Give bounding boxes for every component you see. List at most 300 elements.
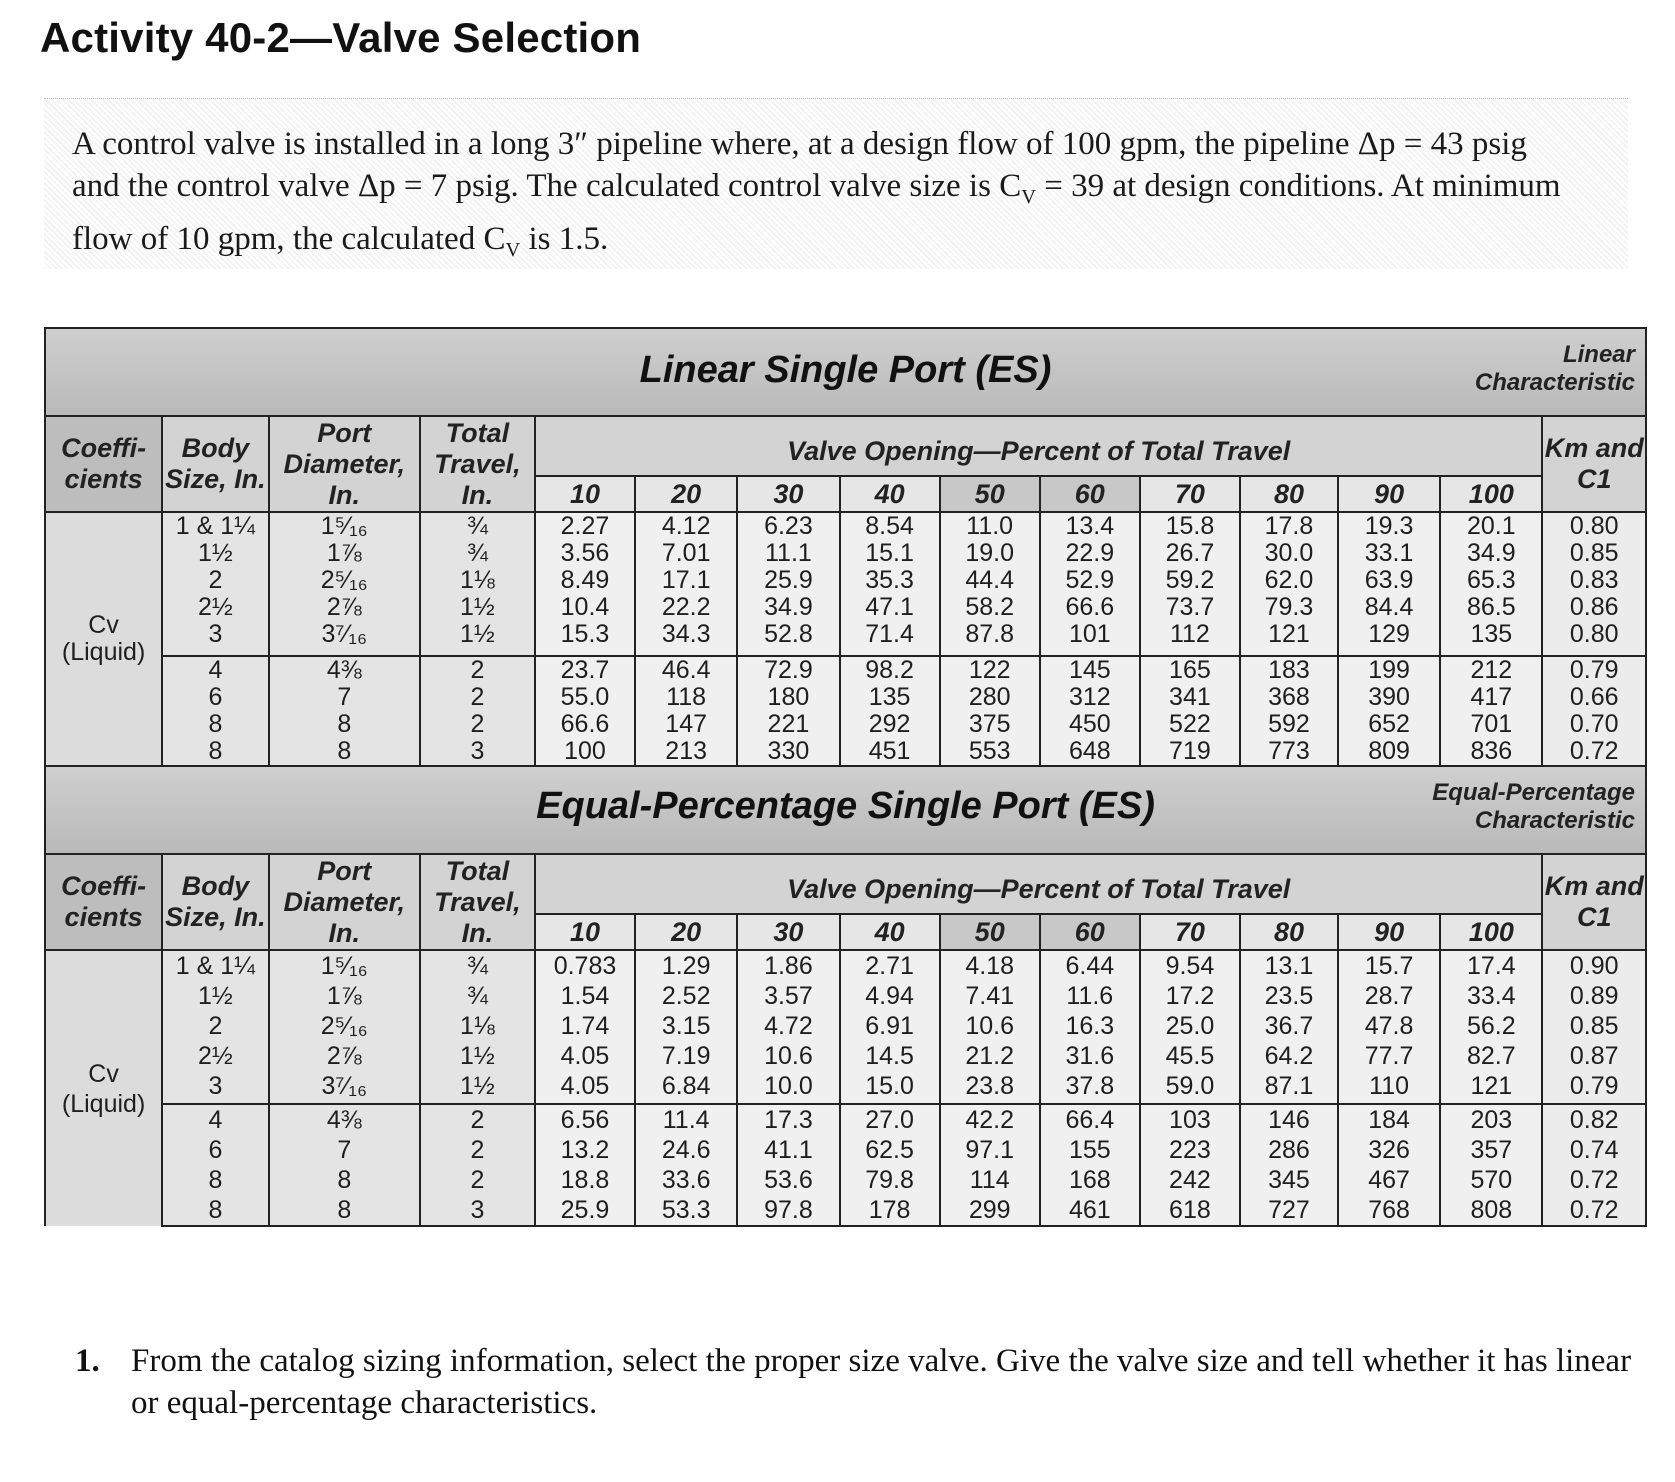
cv-value: 55.0 bbox=[560, 683, 610, 711]
page-title: Activity 40-2—Valve Selection bbox=[40, 14, 642, 61]
cv-value: 46.4 bbox=[661, 656, 711, 684]
cv-value: 147 bbox=[665, 710, 708, 738]
table-value: 1⅛ bbox=[460, 566, 495, 594]
equal-table-title: Equal-Percentage Single Port (ES) bbox=[536, 785, 1155, 827]
cv-value: 178 bbox=[868, 1196, 911, 1224]
percent-70-header: 70 bbox=[1140, 914, 1240, 950]
cv-value: 17.2 bbox=[1165, 982, 1215, 1010]
cv-column-30 bbox=[737, 656, 839, 766]
cv-liquid-label bbox=[45, 512, 162, 766]
table-value: 1½ bbox=[460, 593, 495, 621]
cv-value: 451 bbox=[868, 737, 911, 765]
km-c1-header: Km and C1 bbox=[1542, 854, 1646, 950]
cv-value: 10.0 bbox=[764, 1072, 813, 1100]
cv-value: 467 bbox=[1368, 1166, 1410, 1194]
cv-value: 19.3 bbox=[1364, 512, 1414, 540]
table-value: 1½ bbox=[198, 982, 233, 1010]
percent-30-header: 30 bbox=[737, 914, 839, 950]
cv-value: 25.0 bbox=[1165, 1012, 1215, 1040]
body-size-cell bbox=[162, 512, 269, 656]
cv-value: 7.41 bbox=[965, 982, 1015, 1010]
cv-value: 10.6 bbox=[764, 1042, 813, 1070]
cv-value: 21.2 bbox=[965, 1042, 1015, 1070]
km-value: 0.72 bbox=[1569, 737, 1619, 765]
percent-10-header: 10 bbox=[535, 476, 635, 512]
km-value: 0.83 bbox=[1569, 566, 1619, 594]
cv-column-10 bbox=[535, 512, 635, 656]
cv-value: 56.2 bbox=[1466, 1012, 1516, 1040]
km-column bbox=[1542, 656, 1646, 766]
cv-value: 118 bbox=[666, 683, 707, 711]
cv-value: 11.4 bbox=[662, 1106, 710, 1134]
cv-value: 4.05 bbox=[560, 1072, 610, 1100]
table-value: 8 bbox=[208, 737, 223, 765]
cv-value: 98.2 bbox=[865, 656, 914, 684]
cv-value: 58.2 bbox=[965, 593, 1015, 621]
characteristic-line: Linear bbox=[1562, 341, 1635, 368]
table-value: 2 bbox=[208, 1012, 223, 1040]
cv-column-50 bbox=[940, 512, 1040, 656]
cv-column-80 bbox=[1240, 950, 1338, 1104]
cv-column-60 bbox=[1040, 512, 1140, 656]
cv-value: 34.3 bbox=[661, 620, 711, 648]
table-value: 1⅛ bbox=[460, 1012, 495, 1040]
cv-value: 36.7 bbox=[1264, 1012, 1314, 1040]
cv-column-50 bbox=[940, 1104, 1040, 1226]
cv-value: 312 bbox=[1068, 683, 1111, 711]
table-value: ¾ bbox=[466, 539, 488, 567]
cv-value: 1.29 bbox=[661, 952, 711, 980]
table-value: 2 bbox=[470, 710, 485, 738]
cv-value: 129 bbox=[1368, 620, 1410, 648]
cv-value: 592 bbox=[1268, 710, 1310, 738]
cv-value: 72.9 bbox=[764, 656, 813, 684]
table-value: 1½ bbox=[460, 1042, 495, 1070]
cv-value: 42.2 bbox=[965, 1106, 1015, 1134]
cv-value: 242 bbox=[1169, 1166, 1211, 1194]
cv-value: 82.7 bbox=[1466, 1042, 1516, 1070]
cv-column-100 bbox=[1440, 656, 1542, 766]
percent-80-header: 80 bbox=[1240, 914, 1338, 950]
table-value: ¾ bbox=[466, 512, 488, 540]
cv-column-40 bbox=[840, 512, 940, 656]
percent-70-header: 70 bbox=[1140, 476, 1240, 512]
cv-value: 44.4 bbox=[965, 566, 1015, 594]
cv-value: 101 bbox=[1068, 620, 1111, 648]
cv-value: 7.01 bbox=[661, 539, 711, 567]
cv-value: 37.8 bbox=[1065, 1072, 1115, 1100]
km-value: 0.89 bbox=[1569, 982, 1619, 1010]
cv-value: 155 bbox=[1068, 1136, 1111, 1164]
cv-value: 62.0 bbox=[1264, 566, 1314, 594]
cv-value: 286 bbox=[1268, 1136, 1310, 1164]
cv-value: 6.56 bbox=[560, 1106, 610, 1134]
cv-value: 390 bbox=[1368, 683, 1410, 711]
problem-line-2-subscript: V bbox=[1021, 186, 1036, 209]
body-size-cell bbox=[162, 656, 269, 766]
table-value: 2⅞ bbox=[326, 593, 362, 621]
cv-value: 4.12 bbox=[661, 512, 711, 540]
percent-10-header: 10 bbox=[535, 914, 635, 950]
cv-value: 47.8 bbox=[1364, 1012, 1414, 1040]
cv-value: 10.4 bbox=[560, 593, 610, 621]
table-value: 8 bbox=[337, 1196, 352, 1224]
cv-value: 3.56 bbox=[560, 539, 610, 567]
cv-column-60 bbox=[1040, 1104, 1140, 1226]
cv-value: 326 bbox=[1368, 1136, 1410, 1164]
question-number: 1. bbox=[75, 1343, 100, 1379]
cv-value: 13.4 bbox=[1065, 512, 1115, 540]
cv-column-30 bbox=[737, 950, 839, 1104]
equal-title-row bbox=[45, 766, 1646, 854]
cv-column-30 bbox=[737, 512, 839, 656]
table-value: 2 bbox=[470, 1166, 485, 1194]
cv-value: 3.57 bbox=[764, 982, 813, 1010]
cv-value: 375 bbox=[968, 710, 1011, 738]
total-travel-cell bbox=[420, 950, 535, 1104]
cv-value: 6.23 bbox=[764, 512, 813, 540]
table-value: 7 bbox=[337, 1136, 352, 1164]
cv-value: 45.5 bbox=[1165, 1042, 1215, 1070]
table-value: 2⅞ bbox=[326, 1042, 362, 1070]
cv-value: 112 bbox=[1169, 620, 1210, 648]
table-value: 2 bbox=[470, 1136, 485, 1164]
cv-value: 13.2 bbox=[560, 1136, 610, 1164]
cv-value: 146 bbox=[1268, 1106, 1310, 1134]
percent-20-header: 20 bbox=[635, 914, 737, 950]
table-value: 1½ bbox=[460, 1072, 495, 1100]
cv-value: 1.54 bbox=[560, 982, 610, 1010]
cv-value: 15.0 bbox=[865, 1072, 914, 1100]
cv-value: 168 bbox=[1068, 1166, 1111, 1194]
cv-value: 66.4 bbox=[1065, 1106, 1115, 1134]
linear-table-title: Linear Single Port (ES) bbox=[639, 349, 1052, 391]
problem-statement-box bbox=[44, 98, 1628, 269]
cv-value: 11.6 bbox=[1066, 982, 1114, 1010]
cv-value: 183 bbox=[1268, 656, 1310, 684]
table-value: 2½ bbox=[198, 1042, 233, 1070]
cv-value: 184 bbox=[1368, 1106, 1410, 1134]
cv-column-70 bbox=[1140, 1104, 1240, 1226]
table-value: 3⁷⁄₁₆ bbox=[321, 1072, 368, 1100]
cv-value: 648 bbox=[1068, 737, 1111, 765]
km-value: 0.79 bbox=[1569, 656, 1619, 684]
total-travel-header: Total Travel, In. bbox=[420, 416, 535, 512]
km-value: 0.85 bbox=[1569, 539, 1619, 567]
cv-value: 180 bbox=[767, 683, 810, 711]
cv-column-90 bbox=[1338, 950, 1440, 1104]
cv-value: 223 bbox=[1169, 1136, 1211, 1164]
km-value: 0.82 bbox=[1569, 1106, 1619, 1134]
cv-value: 299 bbox=[968, 1196, 1011, 1224]
cv-value: 47.1 bbox=[865, 593, 914, 621]
cv-column-100 bbox=[1440, 950, 1542, 1104]
cv-value: 114 bbox=[969, 1166, 1010, 1194]
km-value: 0.80 bbox=[1569, 620, 1619, 648]
cv-column-40 bbox=[840, 656, 940, 766]
cv-value: 145 bbox=[1068, 656, 1111, 684]
cv-value: 15.1 bbox=[865, 539, 914, 567]
cv-value: 11.1 bbox=[765, 539, 812, 567]
linear-header-row bbox=[45, 416, 1646, 476]
port-diameter-header: Port Diameter, In. bbox=[269, 854, 420, 950]
problem-statement bbox=[72, 123, 1618, 271]
cv-column-100 bbox=[1440, 512, 1542, 656]
percent-30-header: 30 bbox=[737, 476, 839, 512]
cv-label: Cv bbox=[88, 1059, 119, 1088]
cv-value: 77.7 bbox=[1364, 1042, 1414, 1070]
km-value: 0.70 bbox=[1569, 710, 1619, 738]
cv-value: 11.0 bbox=[966, 512, 1014, 540]
port-diameter-cell bbox=[269, 1104, 420, 1226]
percent-80-header: 80 bbox=[1240, 476, 1338, 512]
port-diameter-cell bbox=[269, 950, 420, 1104]
cv-value: 59.2 bbox=[1165, 566, 1215, 594]
km-column bbox=[1542, 950, 1646, 1104]
cv-value: 221 bbox=[767, 710, 810, 738]
cv-value: 18.8 bbox=[560, 1166, 610, 1194]
cv-value: 417 bbox=[1470, 683, 1513, 711]
cv-value: 2.52 bbox=[661, 982, 711, 1010]
cv-value: 27.0 bbox=[865, 1106, 914, 1134]
cv-value: 135 bbox=[868, 683, 911, 711]
cv-value: 66.6 bbox=[560, 710, 610, 738]
cv-value: 23.7 bbox=[560, 656, 610, 684]
liquid-label: (Liquid) bbox=[61, 638, 146, 666]
cv-value: 212 bbox=[1470, 656, 1513, 684]
km-c1-header: Km and C1 bbox=[1542, 416, 1646, 512]
table-value: 2 bbox=[208, 566, 223, 594]
cv-value: 31.6 bbox=[1065, 1042, 1115, 1070]
question-text: From the catalog sizing information, select the proper size valve. Give the valve size and tell whether it has linear or equal-percentage characteristics. bbox=[131, 1343, 1632, 1421]
cv-value: 35.3 bbox=[865, 566, 914, 594]
liquid-label: (Liquid) bbox=[61, 1089, 146, 1118]
problem-line-2a: and the control valve Δp = 7 psig. The calculated control valve size is C bbox=[72, 168, 1022, 204]
cv-value: 20.1 bbox=[1466, 512, 1516, 540]
cv-value: 701 bbox=[1470, 710, 1513, 738]
table-value: 1½ bbox=[198, 539, 233, 567]
table-value: 8 bbox=[337, 710, 352, 738]
table-value: ¾ bbox=[466, 952, 488, 980]
cv-value: 2.27 bbox=[560, 512, 610, 540]
cv-value: 15.3 bbox=[560, 620, 610, 648]
cv-value: 1.74 bbox=[560, 1012, 610, 1040]
percent-40-header: 40 bbox=[840, 914, 940, 950]
cv-value: 33.1 bbox=[1364, 539, 1414, 567]
km-value: 0.72 bbox=[1569, 1196, 1619, 1224]
cv-value: 53.6 bbox=[764, 1166, 813, 1194]
cv-value: 8.49 bbox=[560, 566, 610, 594]
cv-value: 809 bbox=[1368, 737, 1410, 765]
coefficients-header: Coeffi-cients bbox=[45, 416, 162, 512]
port-diameter-cell bbox=[269, 512, 420, 656]
table-value: 8 bbox=[208, 710, 223, 738]
cv-value: 121 bbox=[1470, 1072, 1513, 1100]
km-column bbox=[1542, 1104, 1646, 1226]
cv-value: 4.18 bbox=[965, 952, 1015, 980]
cv-value: 33.4 bbox=[1466, 982, 1516, 1010]
table-value: 3⁷⁄₁₆ bbox=[321, 620, 368, 648]
cv-value: 53.3 bbox=[661, 1196, 711, 1224]
cv-value: 19.0 bbox=[965, 539, 1015, 567]
table-value: 3 bbox=[208, 620, 223, 648]
cv-value: 7.19 bbox=[661, 1042, 711, 1070]
equal-characteristic-label bbox=[1432, 779, 1635, 835]
cv-value: 34.9 bbox=[764, 593, 813, 621]
cv-column-20 bbox=[635, 656, 737, 766]
cv-value: 203 bbox=[1470, 1106, 1513, 1134]
cv-column-50 bbox=[940, 950, 1040, 1104]
cv-value: 100 bbox=[564, 737, 606, 765]
table-value: 1 & 1¼ bbox=[175, 512, 256, 540]
valve-opening-header: Valve Opening—Percent of Total Travel bbox=[535, 416, 1543, 476]
cv-column-20 bbox=[635, 1104, 737, 1226]
cv-value: 165 bbox=[1169, 656, 1211, 684]
cv-value: 59.0 bbox=[1165, 1072, 1215, 1100]
cv-value: 41.1 bbox=[764, 1136, 813, 1164]
cv-value: 17.3 bbox=[764, 1106, 813, 1134]
cv-value: 570 bbox=[1470, 1166, 1513, 1194]
linear-group1-row bbox=[45, 512, 1646, 656]
cv-value: 97.1 bbox=[965, 1136, 1015, 1164]
cv-column-70 bbox=[1140, 656, 1240, 766]
cv-value: 122 bbox=[968, 656, 1011, 684]
cv-value: 8.54 bbox=[865, 512, 914, 540]
cv-value: 808 bbox=[1470, 1196, 1513, 1224]
cv-value: 22.2 bbox=[661, 593, 711, 621]
cv-value: 652 bbox=[1368, 710, 1410, 738]
percent-60-header: 60 bbox=[1040, 914, 1140, 950]
table-value: 2½ bbox=[198, 593, 233, 621]
cv-value: 0.783 bbox=[553, 952, 617, 980]
cv-value: 79.3 bbox=[1264, 593, 1314, 621]
cv-column-90 bbox=[1338, 656, 1440, 766]
cv-value: 71.4 bbox=[865, 620, 914, 648]
table-value: 8 bbox=[337, 737, 352, 765]
table-value: 3 bbox=[470, 737, 485, 765]
cv-liquid-label bbox=[45, 950, 162, 1226]
cv-value: 52.8 bbox=[764, 620, 813, 648]
km-value: 0.86 bbox=[1569, 593, 1619, 621]
cv-column-80 bbox=[1240, 512, 1338, 656]
cv-value: 345 bbox=[1268, 1166, 1310, 1194]
percent-100-header: 100 bbox=[1440, 476, 1542, 512]
percent-40-header: 40 bbox=[840, 476, 940, 512]
cv-value: 84.4 bbox=[1364, 593, 1414, 621]
table-value: 4 bbox=[208, 1106, 223, 1134]
km-value: 0.74 bbox=[1569, 1136, 1619, 1164]
km-value: 0.85 bbox=[1569, 1012, 1619, 1040]
cv-column-100 bbox=[1440, 1104, 1542, 1226]
table-value: 4⅜ bbox=[326, 656, 362, 684]
table-value: 1⅞ bbox=[326, 539, 362, 567]
port-diameter-header: Port Diameter, In. bbox=[269, 416, 420, 512]
km-value: 0.87 bbox=[1569, 1042, 1619, 1070]
cv-value: 6.84 bbox=[661, 1072, 711, 1100]
problem-line-3a: flow of 10 gpm, the calculated C bbox=[72, 221, 506, 258]
table-value: 4⅜ bbox=[326, 1106, 362, 1134]
cv-column-30 bbox=[737, 1104, 839, 1226]
cv-value: 25.9 bbox=[560, 1196, 610, 1224]
percent-20-header: 20 bbox=[635, 476, 737, 512]
cv-value: 14.5 bbox=[865, 1042, 914, 1070]
cv-value: 24.6 bbox=[661, 1136, 711, 1164]
cv-label: Cv bbox=[88, 611, 119, 639]
cv-value: 79.8 bbox=[865, 1166, 914, 1194]
cv-value: 522 bbox=[1169, 710, 1211, 738]
cv-value: 357 bbox=[1470, 1136, 1513, 1164]
km-value: 0.80 bbox=[1569, 512, 1619, 540]
cv-value: 3.15 bbox=[661, 1012, 711, 1040]
cv-value: 15.8 bbox=[1165, 512, 1215, 540]
cv-column-90 bbox=[1338, 512, 1440, 656]
cv-value: 86.5 bbox=[1466, 593, 1516, 621]
cv-value: 1.86 bbox=[764, 952, 813, 980]
cv-column-10 bbox=[535, 950, 635, 1104]
body-size-cell bbox=[162, 950, 269, 1104]
linear-title-row bbox=[45, 328, 1646, 416]
cv-column-60 bbox=[1040, 950, 1140, 1104]
cv-value: 66.6 bbox=[1065, 593, 1115, 621]
cv-value: 6.44 bbox=[1065, 952, 1115, 980]
table-value: 1⅞ bbox=[326, 982, 362, 1010]
table-value: 2 bbox=[470, 683, 485, 711]
problem-line-3-subscript: V bbox=[505, 239, 521, 262]
km-value: 0.66 bbox=[1569, 683, 1619, 711]
cv-column-90 bbox=[1338, 1104, 1440, 1226]
cv-value: 15.7 bbox=[1364, 952, 1414, 980]
equal-header-row bbox=[45, 854, 1646, 914]
port-diameter-cell bbox=[269, 656, 420, 766]
cv-value: 199 bbox=[1368, 656, 1410, 684]
cv-value: 292 bbox=[868, 710, 911, 738]
cv-value: 9.54 bbox=[1165, 952, 1215, 980]
percent-90-header: 90 bbox=[1338, 476, 1440, 512]
cv-column-20 bbox=[635, 512, 737, 656]
table-value: 8 bbox=[208, 1166, 223, 1194]
cv-value: 280 bbox=[968, 683, 1011, 711]
table-value: 3 bbox=[208, 1072, 223, 1100]
cv-value: 461 bbox=[1068, 1196, 1111, 1224]
table-value: 7 bbox=[337, 683, 352, 711]
cv-value: 25.9 bbox=[764, 566, 813, 594]
equal-section-header bbox=[45, 766, 1646, 854]
cv-value: 450 bbox=[1068, 710, 1111, 738]
problem-line-2b: = 39 at design conditions. At minimum bbox=[1035, 168, 1561, 204]
cv-value: 618 bbox=[1169, 1196, 1211, 1224]
linear-section-header bbox=[45, 328, 1646, 416]
table-value: 6 bbox=[208, 683, 223, 711]
cv-value: 2.71 bbox=[865, 952, 914, 980]
table-value: 8 bbox=[337, 1166, 352, 1194]
cv-value: 28.7 bbox=[1364, 982, 1414, 1010]
characteristic-line: Equal-Percentage bbox=[1432, 779, 1635, 806]
cv-value: 121 bbox=[1268, 620, 1310, 648]
cv-value: 63.9 bbox=[1364, 566, 1414, 594]
percent-60-header: 60 bbox=[1040, 476, 1140, 512]
cv-value: 13.1 bbox=[1264, 952, 1314, 980]
table-value: 2 bbox=[470, 656, 485, 684]
cv-value: 17.8 bbox=[1264, 512, 1314, 540]
table-value: 2⁵⁄₁₆ bbox=[320, 566, 368, 594]
body-size-cell bbox=[162, 1104, 269, 1226]
cv-value: 10.6 bbox=[965, 1012, 1015, 1040]
table-value: 8 bbox=[208, 1196, 223, 1224]
table-value: 4 bbox=[208, 656, 223, 684]
cv-value: 23.8 bbox=[965, 1072, 1015, 1100]
percent-100-header: 100 bbox=[1440, 914, 1542, 950]
cv-value: 52.9 bbox=[1065, 566, 1115, 594]
